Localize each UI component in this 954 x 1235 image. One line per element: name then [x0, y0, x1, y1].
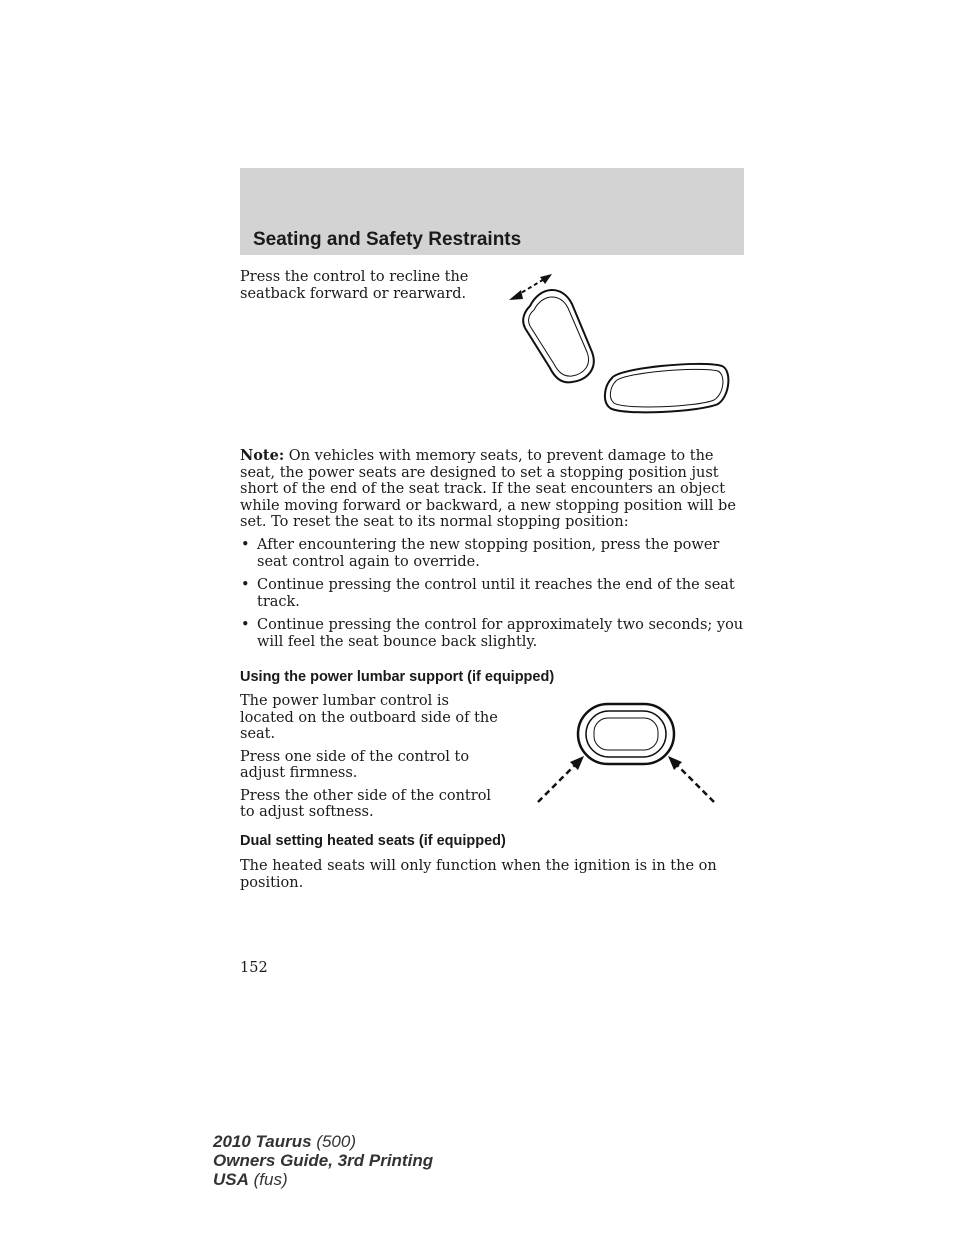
footer-model: 2010 Taurus — [213, 1132, 312, 1151]
note-label: Note: — [240, 447, 285, 464]
heated-seats-heading: Dual setting heated seats (if equipped) — [240, 833, 506, 849]
document-footer — [213, 1132, 433, 1189]
note-text: On vehicles with memory seats, to prevent damage to the seat, the power seats are designed to set a stopping position just short of the end of the seat track. If the seat encounters an object while moving forward or backward, a new stopping position will be set. To reset the seat to its normal stopping position: — [240, 448, 736, 530]
section-header-band — [240, 168, 744, 255]
list-item: • Continue pressing the control for approximately two seconds; you will feel the seat bounce back slightly. — [241, 617, 744, 650]
footer-market-code: (fus) — [248, 1170, 288, 1189]
footer-market: USA — [213, 1170, 249, 1189]
lumbar-instructions — [240, 693, 500, 827]
seat-recline-control-icon — [500, 268, 740, 428]
footer-model-code: (500) — [311, 1132, 357, 1151]
lumbar-paragraph: Press the other side of the control to adjust softness. — [240, 787, 492, 820]
heated-seats-text: The heated seats will only function when the ignition is in the on position. — [240, 858, 717, 891]
lumbar-paragraph: The power lumbar control is located on the outboard side of the seat. — [240, 693, 498, 742]
lumbar-control-icon — [530, 698, 725, 808]
section-title: Seating and Safety Restraints — [253, 229, 522, 250]
footer-guide: Owners Guide, 3rd Printing — [213, 1151, 434, 1170]
memory-seat-note — [240, 448, 745, 531]
page-number: 152 — [240, 960, 268, 976]
recline-instructions: Press the control to recline the seatback forward or rearward. — [240, 269, 469, 302]
reset-steps-list — [240, 537, 745, 657]
list-item: • Continue pressing the control until it reaches the end of the seat track. — [241, 577, 735, 610]
lumbar-paragraph: Press one side of the control to adjust firmness. — [240, 748, 470, 781]
list-item: • After encountering the new stopping position, press the power seat control again to override. — [241, 537, 720, 570]
lumbar-heading: Using the power lumbar support (if equipped) — [240, 669, 555, 685]
